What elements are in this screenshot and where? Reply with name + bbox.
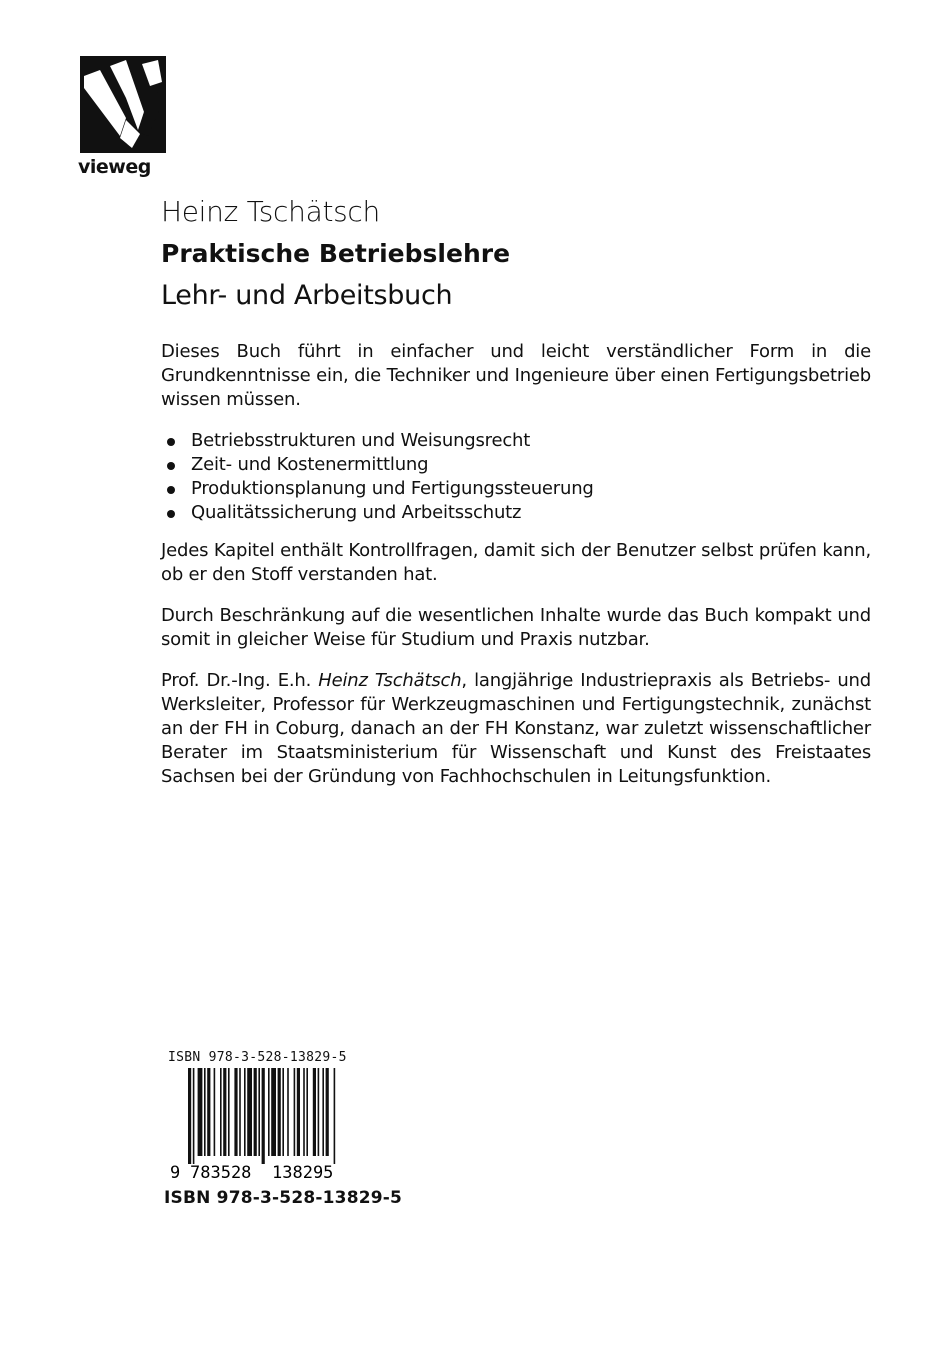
barcode-bar — [287, 1068, 289, 1156]
bullet-icon — [167, 462, 175, 470]
book-title: Praktische Betriebslehre — [161, 239, 511, 268]
barcode-digits-right: 138295 — [272, 1163, 334, 1180]
barcode-bar — [334, 1068, 336, 1164]
barcode-bar — [306, 1068, 308, 1156]
barcode-icon — [168, 1068, 368, 1180]
author-name: Heinz Tschätsch — [161, 195, 380, 228]
barcode-bar — [228, 1068, 230, 1156]
barcode-bar — [318, 1068, 320, 1156]
publisher-logo — [80, 56, 166, 180]
publisher-wordmark: vieweg — [78, 156, 151, 178]
barcode-bar — [294, 1068, 296, 1156]
author-name-italic: Heinz Tschätsch — [318, 670, 462, 691]
list-item: Qualitätssicherung und Arbeitsschutz — [161, 501, 871, 525]
back-cover-text — [161, 192, 871, 806]
topic-list — [161, 429, 871, 525]
barcode-bar — [278, 1068, 281, 1156]
barcode-bar — [244, 1068, 246, 1156]
book-subtitle: Lehr- und Arbeitsbuch — [161, 280, 453, 311]
barcode-bar — [204, 1068, 206, 1156]
vieweg-logo-icon — [80, 56, 166, 153]
scope-paragraph: Durch Beschränkung auf die wesentlichen Inhalte wurde das Buch kompakt und somit in gleicher Weise für Studium und Praxis nutzbar. — [161, 605, 871, 650]
barcode-bar — [262, 1068, 265, 1164]
intro-paragraph: Dieses Buch führt in einfacher und leicht verständlicher Form in die Grundkenntnisse ein, die Techniker und Ingenieure über einen Fertigungsbetrieb wissen müssen. — [161, 341, 871, 410]
barcode-bar — [268, 1068, 270, 1156]
barcode-bar — [193, 1068, 195, 1164]
barcode-bar — [234, 1068, 237, 1156]
author-bio-paragraph: Prof. Dr.-Ing. E.h. Heinz Tschätsch, langjährige Industriepraxis als Betriebs- und Werksleiter, Professor für Werkzeugmaschinen und Fertigungstechnik, zunächst an der FH in Coburg, danach an der FH Konstanz, war zuletzt wissenschaftlicher Berater im Staatsministerium für Wissenschaft und Kunst des Freistaates Sachsen bei der Gründung von Fachhochschulen in Leitungsfunktion. — [161, 670, 871, 787]
barcode-bar — [198, 1068, 203, 1156]
barcode-bar — [214, 1068, 216, 1156]
barcode-bar — [303, 1068, 305, 1156]
barcode-bar — [207, 1068, 210, 1156]
barcode-bar — [188, 1068, 191, 1164]
barcode-bar — [313, 1068, 316, 1156]
barcode-bar — [282, 1068, 284, 1156]
list-item: Zeit- und Kostenermittlung — [161, 453, 871, 477]
barcode-bar — [297, 1068, 300, 1156]
barcode-bar — [254, 1068, 257, 1156]
barcode-first-digit: 9 — [170, 1163, 181, 1180]
barcode-block — [168, 1050, 380, 1180]
barcode-bar — [220, 1068, 222, 1156]
barcode-bar — [322, 1068, 324, 1156]
barcode-bar — [223, 1068, 226, 1156]
barcode-bar — [326, 1068, 329, 1156]
bullet-icon — [167, 486, 175, 494]
barcode-digits-left: 783528 — [190, 1163, 252, 1180]
barcode-bar — [258, 1068, 260, 1156]
bullet-icon — [167, 510, 175, 518]
list-item: Betriebsstrukturen und Weisungsrecht — [161, 429, 871, 453]
isbn-text: ISBN 978-3-528-13829-5 — [164, 1188, 403, 1208]
bullet-icon — [167, 438, 175, 446]
barcode-bar — [239, 1068, 241, 1156]
list-item: Produktionsplanung und Fertigungssteuerung — [161, 477, 871, 501]
barcode-isbn-label: ISBN 978-3-528-13829-5 — [168, 1050, 347, 1065]
barcode-bar — [271, 1068, 276, 1156]
barcode-bar — [247, 1068, 252, 1156]
chapter-paragraph: Jedes Kapitel enthält Kontrollfragen, damit sich der Benutzer selbst prüfen kann, ob er den Stoff verstanden hat. — [161, 540, 871, 585]
